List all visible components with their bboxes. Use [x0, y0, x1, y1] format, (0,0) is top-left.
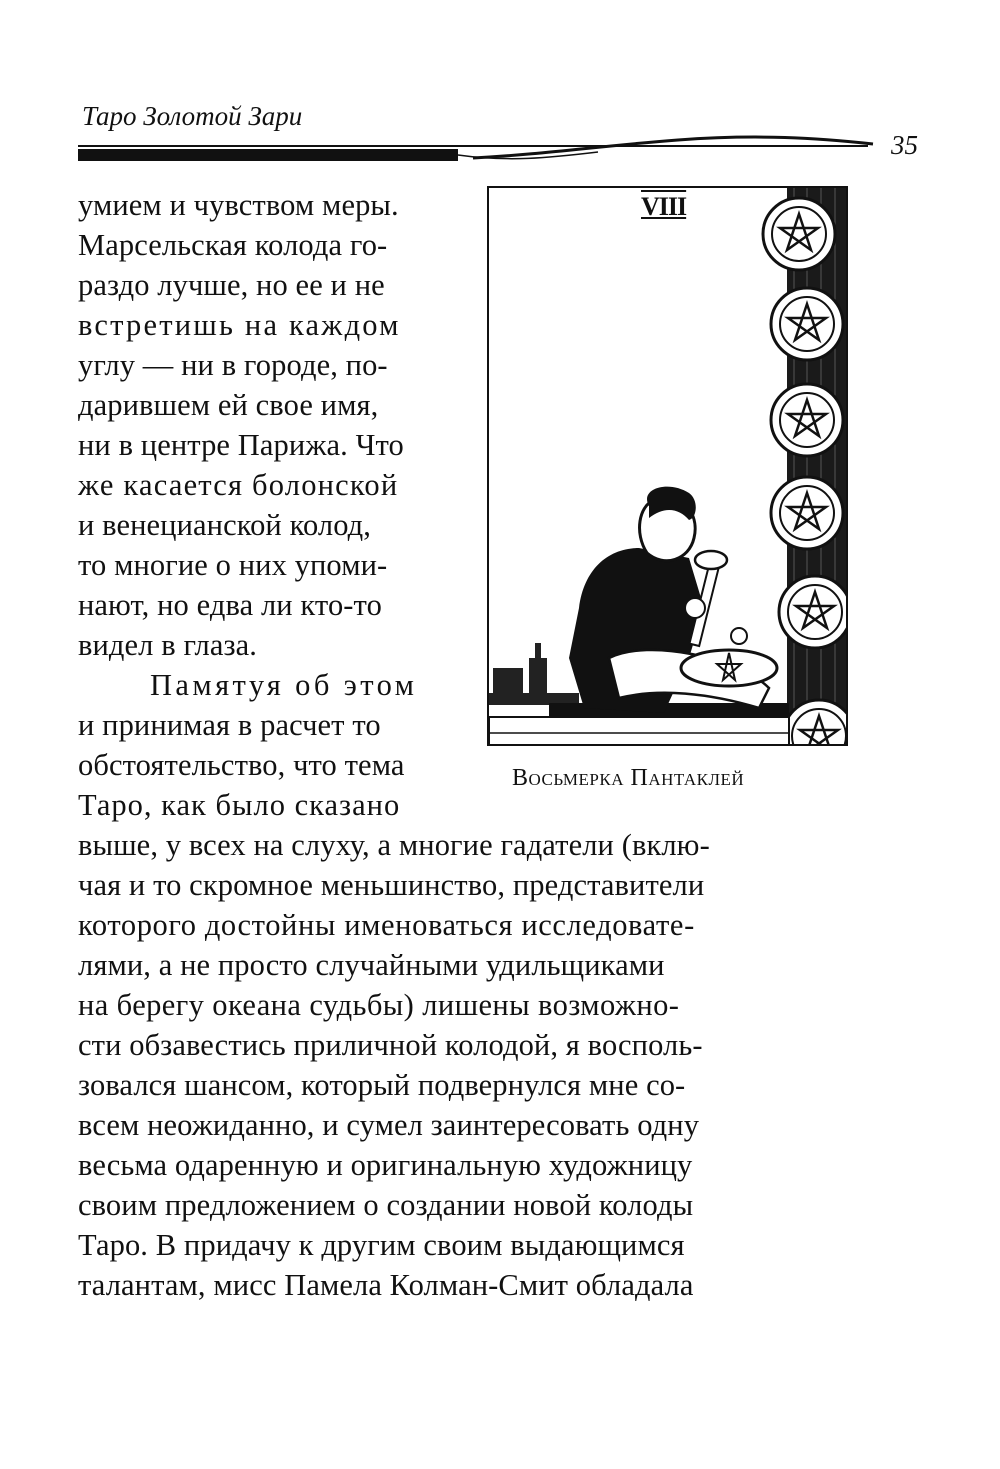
text-line: дарившем ей свое имя, — [78, 388, 379, 422]
text-line: чая и то скромное меньшинство, представители — [78, 868, 705, 902]
text-line: видел в глаза. — [78, 628, 257, 662]
text-line: талантам, мисс Памела Колман-Смит обладала — [78, 1268, 694, 1302]
text-line: умием и чувством меры. — [78, 188, 399, 222]
header-rule — [78, 128, 878, 168]
text-line: обстоятельство, что тема — [78, 748, 405, 782]
text-line: Таро. В придачу к другим своим выдающимся — [78, 1228, 685, 1262]
text-line: и принимая в расчет то — [78, 708, 381, 742]
text-line: Памятуя об этом — [150, 668, 418, 702]
text-line: углу — ни в городе, по- — [78, 348, 388, 382]
figure-caption: Восьмерка Пантаклей — [512, 765, 745, 791]
text-line: своим предложением о создании новой колоды — [78, 1188, 694, 1222]
text-line: на берегу океана судьбы) лишены возможно- — [78, 988, 680, 1022]
text-line: то многие о них упоми- — [78, 548, 388, 582]
text-line: всем неожиданно, и сумел заинтересовать одну — [78, 1108, 700, 1142]
card-numeral: VIII — [641, 192, 687, 221]
running-title: Таро Золотой Зари — [82, 101, 303, 131]
figure-frame — [487, 186, 848, 746]
text-line: весьма одаренную и оригинальную художницу — [78, 1148, 693, 1182]
text-line: раздо лучше, но ее и не — [78, 268, 385, 302]
text-line: же касается болонской — [78, 468, 399, 502]
text-line: встретишь на каждом — [78, 308, 401, 342]
text-line: Таро, как было сказано — [78, 788, 401, 822]
text-line: которого достойны именоваться исследовате- — [78, 908, 695, 942]
tarot-card-illustration — [489, 188, 848, 746]
text-line: ни в центре Парижа. Что — [78, 428, 404, 462]
text-line: сти обзавестись приличной колодой, я восполь- — [78, 1028, 703, 1062]
text-line: лями, а не просто случайными удильщиками — [78, 948, 665, 982]
text-line: нают, но едва ли кто-то — [78, 588, 382, 622]
text-line: выше, у всех на слуху, а многие гадатели (вклю- — [78, 828, 710, 862]
page-number: 35 — [891, 130, 918, 160]
text-line: зовался шансом, который подвернулся мне со- — [78, 1068, 686, 1102]
text-line: и венецианской колод, — [78, 508, 372, 542]
text-line: Марсельская колода го- — [78, 228, 388, 262]
